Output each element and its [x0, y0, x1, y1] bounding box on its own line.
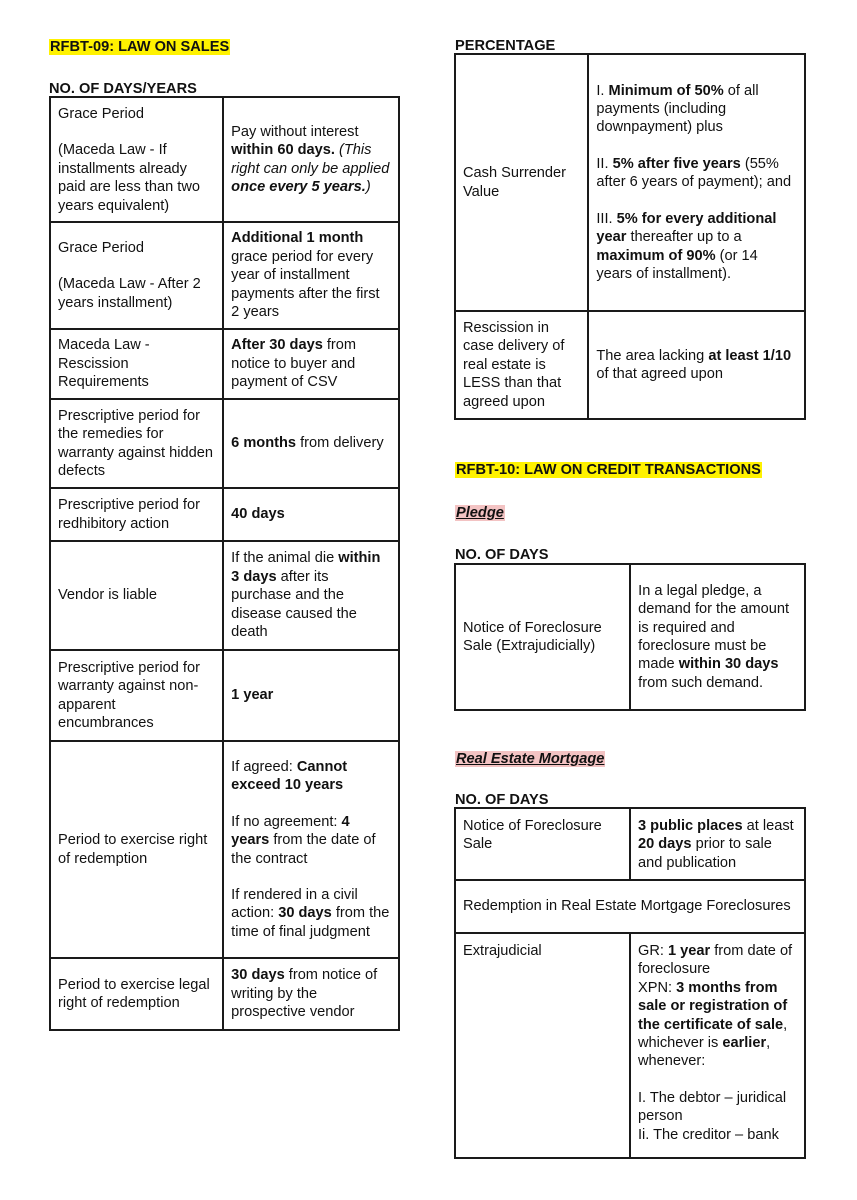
- percentage-heading: PERCENTAGE: [455, 38, 556, 54]
- row-label: Extrajudicial: [455, 933, 630, 1158]
- row-label: Cash Surrender Value: [455, 54, 588, 311]
- redemption-header: Redemption in Real Estate Mortgage Foreclosures: [455, 880, 805, 933]
- table-row: [50, 958, 399, 1030]
- row-label: Grace Period (Maceda Law - If installments already paid are less than two years equivalent): [50, 97, 223, 222]
- row-label: Grace Period (Maceda Law - After 2 years installment): [50, 222, 223, 329]
- row-value: Additional 1 month grace period for every year of installment payments after the first 2 years: [223, 222, 399, 329]
- row-value: 1 year: [223, 650, 399, 741]
- row-label: Prescriptive period for the remedies for warranty against hidden defects: [50, 399, 223, 488]
- row-value: In a legal pledge, a demand for the amount is required and foreclosure must be made within 30 days from such demand.: [630, 564, 805, 710]
- row-value: Pay without interest within 60 days. (This right can only be applied once every 5 years.): [223, 97, 399, 222]
- rem-subheading: NO. OF DAYS: [455, 792, 549, 808]
- table-row: [455, 311, 805, 419]
- row-value: 30 days from notice of writing by the prospective vendor: [223, 958, 399, 1030]
- row-value: GR: 1 year from date of foreclosure XPN: 3 months from sale or registration of the certificate of sale, whichever is earlier, whenever: I. The debtor – juridical person Ii. The creditor – bank: [630, 933, 805, 1158]
- row-value: If agreed: Cannot exceed 10 years If no agreement: 4 years from the date of the contract If rendered in a civil action: 30 days from the time of final judgment: [223, 741, 399, 958]
- table-row: [455, 564, 805, 710]
- table-row: [50, 488, 399, 541]
- row-label: Prescriptive period for redhibitory action: [50, 488, 223, 541]
- row-value: 40 days: [223, 488, 399, 541]
- table-row: [455, 880, 805, 933]
- row-value: 6 months from delivery: [223, 399, 399, 488]
- row-value: I. Minimum of 50% of all payments (including downpayment) plus II. 5% after five years (55% after 6 years of payment); and III. 5% for every additional year thereafter up to a maximum of 90% (or 14 years of installment).: [588, 54, 805, 311]
- row-label: Period to exercise legal right of redemption: [50, 958, 223, 1030]
- left-subheading: NO. OF DAYS/YEARS: [49, 81, 197, 97]
- pledge-heading: Pledge: [456, 505, 504, 521]
- table-row: [455, 933, 805, 1158]
- rem-table: [454, 807, 806, 1159]
- pledge-table: [454, 563, 806, 711]
- row-label: Maceda Law - Rescission Requirements: [50, 329, 223, 399]
- row-label: Notice of Foreclosure Sale: [455, 808, 630, 880]
- row-label: Vendor is liable: [50, 541, 223, 650]
- pledge-subheading: NO. OF DAYS: [455, 547, 549, 563]
- row-label: Prescriptive period for warranty against non-apparent encumbrances: [50, 650, 223, 741]
- table-row: [50, 97, 399, 222]
- rem-heading: Real Estate Mortgage: [456, 751, 605, 767]
- row-value: The area lacking at least 1/10 of that agreed upon: [588, 311, 805, 419]
- left-section-title: RFBT-09: LAW ON SALES: [50, 39, 230, 55]
- row-label: Period to exercise right of redemption: [50, 741, 223, 958]
- row-value: 3 public places at least 20 days prior to sale and publication: [630, 808, 805, 880]
- right-section-title: RFBT-10: LAW ON CREDIT TRANSACTIONS: [456, 462, 761, 478]
- table-row: [50, 399, 399, 488]
- table-row: [50, 541, 399, 650]
- table-row: [455, 54, 805, 311]
- table-row: [455, 808, 805, 880]
- row-value: If the animal die within 3 days after its purchase and the disease caused the death: [223, 541, 399, 650]
- row-label: Rescission in case delivery of real estate is LESS than that agreed upon: [455, 311, 588, 419]
- table-row: [50, 650, 399, 741]
- percentage-table: [454, 53, 806, 420]
- row-label: Notice of Foreclosure Sale (Extrajudicially): [455, 564, 630, 710]
- table-row: [50, 741, 399, 958]
- table-row: [50, 329, 399, 399]
- table-row: [50, 222, 399, 329]
- law-on-sales-table: [49, 96, 400, 1031]
- row-value: After 30 days from notice to buyer and payment of CSV: [223, 329, 399, 399]
